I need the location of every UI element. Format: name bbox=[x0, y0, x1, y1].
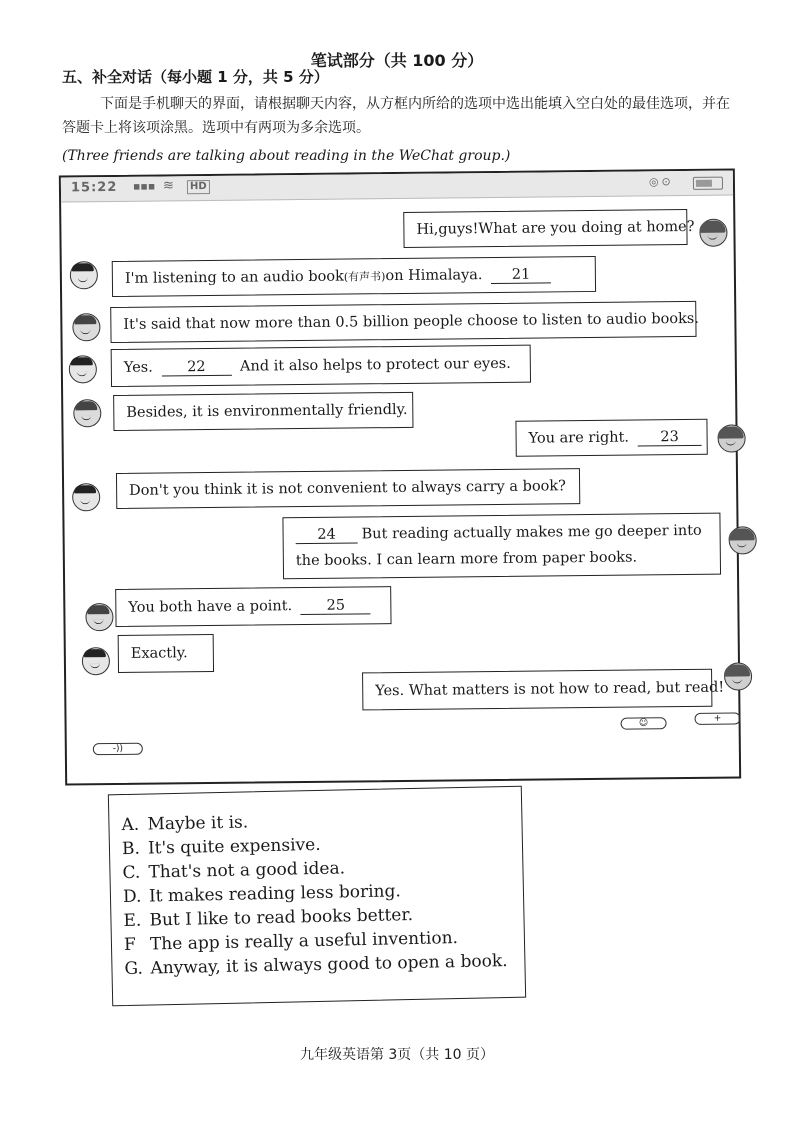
status-time: 15:22 bbox=[70, 179, 118, 196]
chat-bubble bbox=[113, 392, 413, 431]
plus-button[interactable]: + bbox=[694, 712, 740, 724]
option-text: But I like to read books better. bbox=[149, 904, 414, 931]
message-text: Exactly. bbox=[130, 645, 188, 662]
message-note: (有声书) bbox=[343, 270, 386, 284]
chat-bubble bbox=[282, 513, 721, 580]
hd-badge: HD bbox=[187, 180, 210, 194]
chat-bubble bbox=[110, 301, 700, 343]
girl-avatar-icon bbox=[724, 662, 752, 690]
boy-avatar-icon bbox=[73, 399, 101, 427]
battery-icon bbox=[693, 177, 723, 190]
chat-bubble bbox=[362, 669, 725, 711]
option-letter: A. bbox=[121, 814, 140, 836]
instructions: 下面是手机聊天的界面，请根据聊天内容，从方框内所给的选项中选出能填入空白处的最佳选项，并在答题卡上将该项涂黑。选项中有两项为多余选项。 bbox=[62, 96, 730, 136]
option-text: That's not a good idea. bbox=[148, 858, 346, 883]
signal-icon: ▪▪▪ bbox=[132, 179, 156, 193]
message-text: But reading actually makes me go deeper into the books. I can learn more from paper books. bbox=[295, 522, 702, 570]
boy-avatar-icon bbox=[85, 603, 113, 631]
girl-avatar-icon bbox=[729, 526, 757, 554]
message-text: You are right. bbox=[528, 429, 630, 447]
option-letter: D. bbox=[122, 886, 142, 908]
message-text: And it also helps to protect our eyes. bbox=[239, 355, 511, 375]
chat-bubble bbox=[115, 586, 391, 627]
boy-avatar-icon bbox=[72, 313, 100, 341]
blank-25: 25 bbox=[301, 597, 371, 615]
boy-glasses-avatar-icon bbox=[70, 261, 98, 289]
option-letter: C. bbox=[122, 862, 141, 884]
option-text: The app is really a useful invention. bbox=[149, 928, 459, 955]
option-letter: G. bbox=[124, 958, 144, 980]
section-heading: 五、补全对话（每小题 1 分，共 5 分） bbox=[62, 68, 329, 86]
chat-bubble bbox=[111, 345, 531, 387]
chat-bubble bbox=[403, 209, 695, 248]
message-text: I'm listening to an audio book bbox=[124, 268, 344, 287]
voice-button[interactable]: -)) bbox=[93, 743, 143, 756]
chat-bubble bbox=[118, 634, 214, 673]
wifi-icon: ≋ bbox=[162, 178, 174, 194]
message-text: You both have a point. bbox=[128, 598, 293, 616]
girl-avatar-icon bbox=[699, 219, 727, 247]
chat-bubble bbox=[112, 256, 596, 297]
chat-bubble bbox=[116, 468, 580, 509]
boy-glasses-avatar-icon bbox=[82, 647, 110, 675]
option-text: Anyway, it is always good to open a book. bbox=[150, 951, 508, 979]
message-text: Yes. bbox=[123, 359, 153, 376]
message-text: on Himalaya. bbox=[385, 267, 483, 285]
option-text: It makes reading less boring. bbox=[148, 881, 401, 907]
boy-glasses-avatar-icon bbox=[72, 483, 100, 511]
message-text: Besides, it is environmentally friendly. bbox=[126, 401, 408, 421]
chat-bubble bbox=[515, 419, 707, 457]
status-bar bbox=[61, 170, 733, 202]
context-note: (Three friends are talking about reading in the WeChat group.) bbox=[62, 148, 511, 164]
status-icons: ◎⊙ bbox=[648, 175, 674, 189]
message-text: It's said that now more than 0.5 billion people choose to listen to audio books. bbox=[123, 310, 700, 333]
phone-screen bbox=[59, 168, 741, 785]
options-box bbox=[108, 786, 526, 1007]
blank-22: 22 bbox=[161, 359, 231, 377]
option-text: It's quite expensive. bbox=[147, 834, 321, 859]
blank-24: 24 bbox=[296, 526, 358, 544]
option-letter: B. bbox=[121, 838, 141, 860]
message-text: Yes. What matters is not how to read, but read! bbox=[375, 679, 725, 700]
girl-avatar-icon bbox=[717, 424, 745, 452]
option-text: Maybe it is. bbox=[147, 812, 249, 835]
blank-21: 21 bbox=[491, 266, 551, 284]
option-letter: F bbox=[123, 934, 136, 956]
boy-glasses-avatar-icon bbox=[69, 355, 97, 383]
option-letter: E. bbox=[123, 910, 142, 932]
emoji-button[interactable]: ☺ bbox=[621, 717, 667, 729]
message-text: Hi,guys!What are you doing at home? bbox=[416, 218, 695, 238]
page-footer: 九年级英语第 3页（共 10 页） bbox=[299, 1047, 495, 1063]
blank-23: 23 bbox=[638, 429, 702, 447]
page-title: 笔试部分（共 100 分） bbox=[310, 51, 484, 70]
message-text: Don't you think it is not convenient to always carry a book? bbox=[129, 478, 567, 499]
